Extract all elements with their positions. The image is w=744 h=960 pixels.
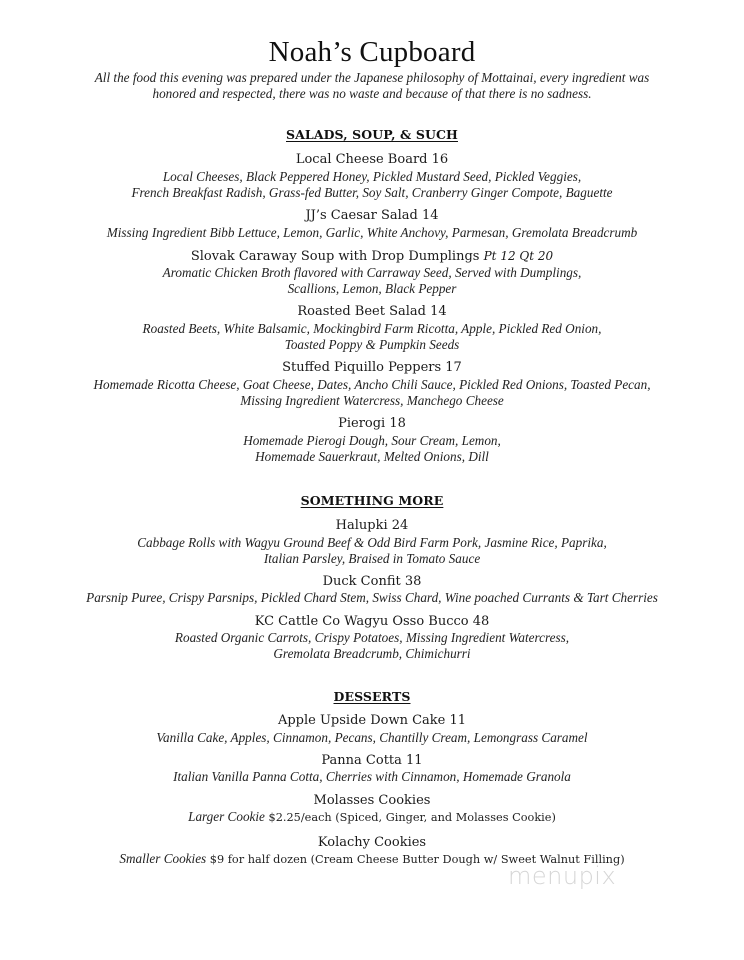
restaurant-title: Noah’s Cupboard xyxy=(268,36,476,68)
description-line: Scallions, Lemon, Black Pepper xyxy=(287,280,457,296)
tagline-line: All the food this evening was prepared under the Japanese philosophy of Mottainai, every ingredient was xyxy=(94,70,650,85)
description-line: Roasted Organic Carrots, Crispy Potatoes, Missing Ingredient Watercress, xyxy=(174,630,570,645)
item-description xyxy=(30,769,714,785)
item-name: Local Cheese Board 16 xyxy=(295,152,449,167)
item-description xyxy=(30,169,714,201)
description-line: Vanilla Cake, Apples, Cinnamon, Pecans, Chantilly Cream, Lemongrass Caramel xyxy=(156,730,588,745)
description-line: Roasted Beets, White Balsamic, Mockingbird Farm Ricotta, Apple, Pickled Red Onion, xyxy=(142,321,602,336)
description-line: Parsnip Puree, Crispy Parsnips, Pickled Chard Stem, Swiss Chard, Wine poached Currants & Tart Cherries xyxy=(86,590,658,605)
description-line: Missing Ingredient Watercress, Manchego Cheese xyxy=(240,392,504,408)
description-line: Missing Ingredient Bibb Lettuce, Lemon, Garlic, White Anchovy, Parmesan, Gremolata Breadcrumb xyxy=(106,225,638,240)
price-note: Pt 12 Qt 20 xyxy=(483,249,554,263)
item-name: Duck Confit 38 xyxy=(322,574,422,589)
item-name: Apple Upside Down Cake 11 xyxy=(277,713,467,728)
item-name: Panna Cotta 11 xyxy=(321,753,423,768)
description-plain: $9 for half dozen (Cream Cheese Butter Dough w/ Sweet Walnut Filling) xyxy=(206,853,625,866)
description-plain: $2.25/each (Spiced, Ginger, and Molasses Cookie) xyxy=(264,811,556,824)
item-description xyxy=(30,377,714,409)
item-name-text: Slovak Caraway Soup with Drop Dumplings xyxy=(190,249,480,264)
item-description xyxy=(30,590,714,606)
description-line: Local Cheeses, Black Peppered Honey, Pickled Mustard Seed, Pickled Veggies, xyxy=(162,169,582,184)
description-line: Gremolata Breadcrumb, Chimichurri xyxy=(273,645,471,661)
item-description xyxy=(30,265,714,297)
item-name: Roasted Beet Salad 14 xyxy=(297,304,447,319)
tagline-line: honored and respected, there was no waste and because of that there is no sadness. xyxy=(152,86,592,101)
section-heading-something-more: SOMETHING MORE xyxy=(300,493,444,508)
description-italic: Larger Cookie xyxy=(188,809,265,824)
item-name: KC Cattle Co Wagyu Osso Bucco 48 xyxy=(254,614,490,629)
section-heading-salads: SALADS, SOUP, & SUCH xyxy=(286,127,458,142)
item-description xyxy=(30,809,714,826)
description-line: Homemade Pierogi Dough, Sour Cream, Lemon, xyxy=(243,433,501,448)
item-description xyxy=(30,433,714,465)
item-name xyxy=(0,248,744,265)
tagline xyxy=(40,70,704,102)
item-description xyxy=(30,730,714,746)
item-name: Molasses Cookies xyxy=(313,793,431,808)
item-description xyxy=(30,225,714,241)
watermark-logo: menupix xyxy=(508,862,617,890)
section-heading-desserts: DESSERTS xyxy=(333,689,411,704)
description-line: Toasted Poppy & Pumpkin Seeds xyxy=(284,336,460,352)
item-name: Halupki 24 xyxy=(335,518,409,533)
item-description xyxy=(30,535,714,567)
description-line: Italian Vanilla Panna Cotta, Cherries with Cinnamon, Homemade Granola xyxy=(173,769,571,784)
description-line: Homemade Sauerkraut, Melted Onions, Dill xyxy=(255,448,489,464)
description-line: Homemade Ricotta Cheese, Goat Cheese, Dates, Ancho Chili Sauce, Pickled Red Onions, Toasted Pecan, xyxy=(93,377,651,392)
description-line: Cabbage Rolls with Wagyu Ground Beef & Odd Bird Farm Pork, Jasmine Rice, Paprika, xyxy=(137,535,607,550)
item-name: JJ’s Caesar Salad 14 xyxy=(305,208,439,223)
description-line: Aromatic Chicken Broth flavored with Carraway Seed, Served with Dumplings, xyxy=(162,265,582,280)
item-name: Stuffed Piquillo Peppers 17 xyxy=(282,360,462,375)
item-name: Kolachy Cookies xyxy=(317,835,427,850)
description-line: Italian Parsley, Braised in Tomato Sauce xyxy=(263,550,481,566)
item-description xyxy=(30,630,714,662)
description-line: French Breakfast Radish, Grass-fed Butter, Soy Salt, Cranberry Ginger Compote, Baguette xyxy=(131,184,613,200)
item-name: Pierogi 18 xyxy=(338,416,406,431)
item-description xyxy=(30,321,714,353)
description-italic: Smaller Cookies xyxy=(119,851,207,866)
